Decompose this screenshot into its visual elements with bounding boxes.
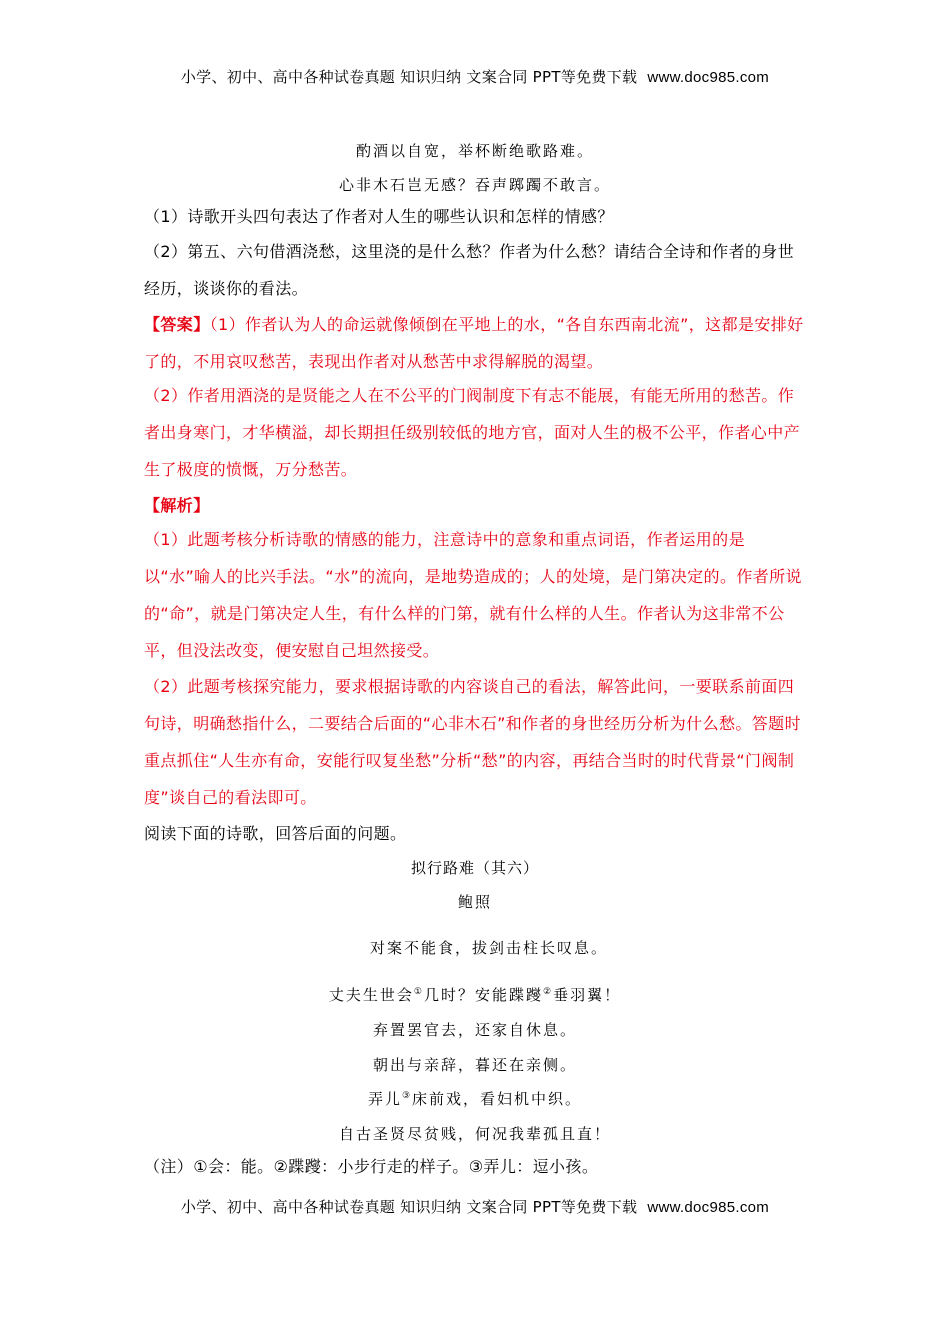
question-1: （1）诗歌开头四句表达了作者对人生的哪些认识和怎样的情感？ [144, 207, 614, 226]
page-header [0, 66, 950, 87]
footnote-2-marker: ② [543, 987, 554, 997]
poem2-line-4: 朝出与亲辞，暮还在亲侧。 [372, 1056, 577, 1074]
question-2: （2）第五、六句借酒浇愁，这里浇的是什么愁？作者为什么愁？请结合全诗和作者的身世经历，谈谈你的看法。 [144, 242, 795, 298]
poem2-line-3: 弃置罢官去，还家自休息。 [372, 1021, 577, 1039]
answer-block [144, 306, 809, 380]
analysis-label: 【解析】 [144, 496, 210, 515]
footer-url[interactable]: www.doc985.com [647, 1199, 770, 1216]
poem2-line-6: 自古圣贤尽贫贱，何况我辈孤且直！ [338, 1125, 611, 1143]
footer-text: 小学、初中、高中各种试卷真题 知识归纳 文案合同 PPT等免费下载 [180, 1198, 638, 1216]
analysis-part-2: （2）此题考核探究能力，要求根据诗歌的内容谈自己的看法，解答此问，一要联系前面四句诗，明确愁指什么，二要结合后面的“心非木石”和作者的身世经历分析为什么愁。答题时重点抓住“人生亦有命，安能行叹复坐愁”分析“愁”的内容，再结合当时的时代背景“门阀制度”谈自己的看法即可。 [144, 677, 801, 807]
analysis-part-1: （1）此题考核分析诗歌的情感的能力，注意诗中的意象和重点词语，作者运用的是以“水”喻人的比兴手法。“水”的流向，是地势造成的；人的处境，是门第决定的。作者所说的“命”，就是门第决定人生，有什么样的门第，就有什么样的人生。作者认为这非常不公平，但没法改变，便安慰自己坦然接受。 [144, 530, 802, 660]
poem2-line-5: 弄儿③床前戏，看妇机中织。 [367, 1090, 583, 1108]
poem1-line-1: 酌酒以自宽，举杯断绝歌路难。 [355, 142, 594, 160]
header-url[interactable]: www.doc985.com [647, 69, 770, 86]
answer-part-1: （1）作者认为人的命运就像倾倒在平地上的水，“各自东西南北流”，这都是安排好了的，不用哀叹愁苦，表现出作者对从愁苦中求得解脱的渴望。 [144, 315, 804, 371]
poem2-title: 拟行路难（其六） [410, 859, 539, 877]
poem2-line-1: 对案不能食，拔剑击柱长叹息。 [369, 939, 608, 957]
page-footer [0, 1196, 950, 1217]
footnote-3-marker: ③ [401, 1091, 413, 1101]
poem2-author: 鲍照 [457, 893, 492, 911]
poem2-line-2: 丈夫生世会①几时？安能蹀躞②垂羽翼！ [328, 986, 622, 1004]
footnotes: （注）①会：能。②蹀躞：小步行走的样子。③弄儿：逗小孩。 [144, 1157, 599, 1176]
answer-part-2: （2）作者用酒浇的是贤能之人在不公平的门阀制度下有志不能展，有能无所用的愁苦。作者出身寒门，才华横溢，却长期担任级别较低的地方官，面对人生的极不公平，作者心中产生了极度的愤慨，万分愁苦。 [144, 386, 801, 479]
answer-label: 【答案】 [144, 315, 210, 334]
reading-instruction: 阅读下面的诗歌，回答后面的问题。 [144, 824, 407, 843]
header-text: 小学、初中、高中各种试卷真题 知识归纳 文案合同 PPT等免费下载 [180, 68, 638, 86]
footnote-1-marker: ① [413, 987, 424, 997]
poem1-line-2: 心非木石岂无感？吞声踯躅不敢言。 [338, 176, 611, 194]
